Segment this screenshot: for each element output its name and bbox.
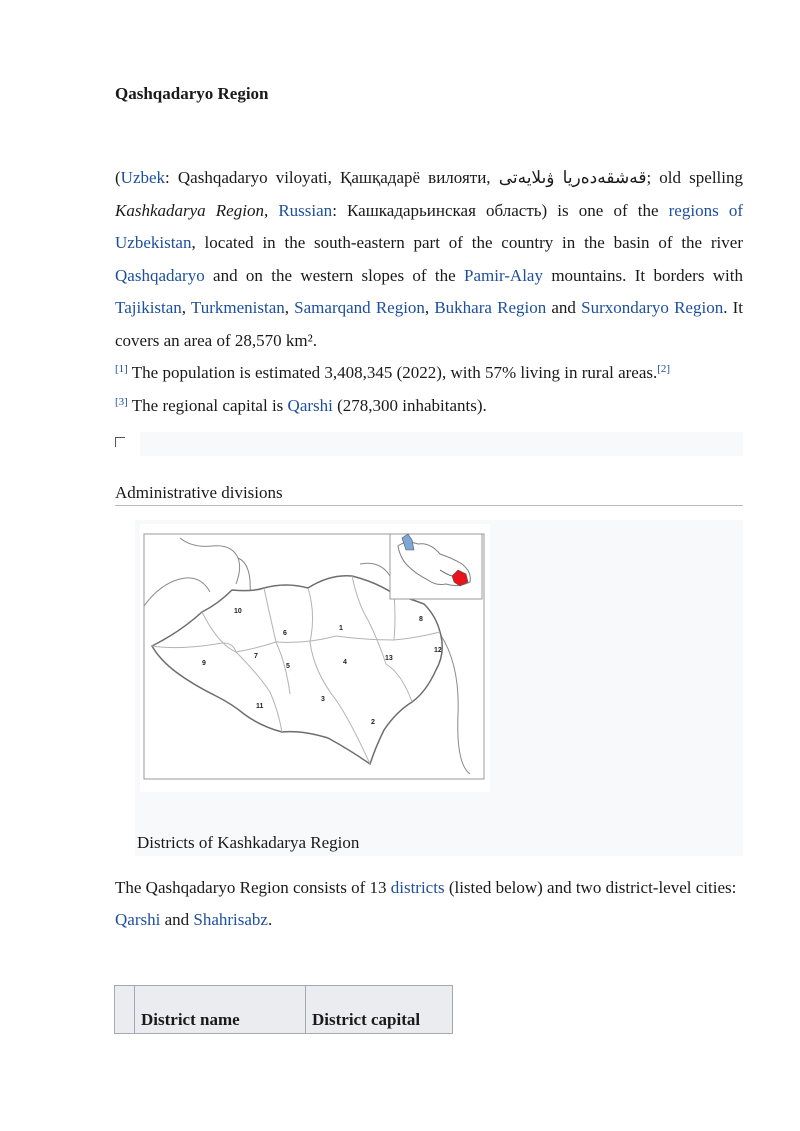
table-header-district-capital[interactable]: District capital — [306, 986, 453, 1034]
turkmenistan-link[interactable]: Turkmenistan — [190, 298, 285, 317]
district-map — [140, 524, 490, 792]
district-number-3: 3 — [321, 696, 325, 703]
reference-2[interactable]: [2] — [657, 363, 671, 375]
districts-table — [114, 985, 453, 1034]
district-number-9: 9 — [202, 660, 206, 667]
district-number-13: 13 — [385, 655, 393, 662]
qarshi-link[interactable]: Qarshi — [287, 395, 333, 415]
district-number-12: 12 — [434, 647, 442, 654]
qarshi-city-link[interactable]: Qarshi — [115, 910, 161, 929]
shahrisabz-link[interactable]: Shahrisabz — [193, 910, 268, 929]
surxondaryo-region-link[interactable]: Surxondaryo Region — [581, 298, 724, 317]
bukhara-region-link[interactable]: Bukhara Region — [434, 298, 547, 317]
table-header-row — [115, 986, 453, 1034]
uzbek-link[interactable]: Uzbek — [120, 168, 166, 187]
collapsed-content-bar — [140, 432, 743, 456]
district-number-7: 7 — [254, 653, 258, 660]
district-number-6: 6 — [283, 630, 287, 637]
district-number-10: 10 — [234, 608, 242, 615]
tajikistan-link[interactable]: Tajikistan — [115, 298, 182, 317]
page-title: Qashqadaryo Region — [115, 84, 269, 103]
arabic-script-name: قەشقەدەریا ۋىلايەتى — [498, 168, 647, 187]
district-number-2: 2 — [371, 719, 375, 726]
qashqadaryo-river-link[interactable]: Qashqadaryo — [115, 265, 205, 285]
districts-link[interactable]: districts — [390, 878, 445, 897]
pamir-alay-link[interactable]: Pamir-Alay — [464, 265, 543, 285]
district-number-11: 11 — [256, 703, 264, 710]
figure-caption: Districts of Kashkadarya Region — [137, 833, 360, 852]
district-number-4: 4 — [343, 659, 347, 666]
russian-link[interactable]: Russian — [278, 200, 333, 220]
regions-of-uzbekistan-link[interactable]: regions of Uzbekistan — [115, 200, 743, 252]
section-heading: Administrative divisions — [115, 483, 743, 506]
reference-1[interactable]: [1] — [115, 363, 128, 375]
intro-paragraph: (Uzbek: Qashqadaryo viloyati, Қашқадарё вилояти, قەشقەدەریا ۋىلايەتى; old spelling Kashkadarya Region, Russian: Кашкадарьинская область) is one of the regions of Uzbekistan, located in the south-eastern part of the country in the basin of the river Qashqadaryo and on the western slopes of the Pamir-Alay mountains. It borders with Tajikistan, Turkmenistan, Samarqand Region, Bukhara Region and Surxondaryo Region. It covers an area of 28,570 km². [1] The population is estimated 3,408,345 (2022), with 57% living in rural areas.[2] [3] The regional capital is Qarshi (278,300 inhabitants). — [115, 168, 744, 415]
table-header-district-name[interactable]: District name — [135, 986, 306, 1034]
old-spelling: Kashkadarya Region — [115, 200, 264, 220]
table-header-index[interactable] — [115, 986, 135, 1034]
reference-3[interactable]: [3] — [115, 395, 128, 408]
district-map-image — [140, 524, 490, 792]
district-number-5: 5 — [286, 663, 290, 670]
districts-paragraph: The Qashqadaryo Region consists of 13 districts (listed below) and two district-level cities: Qarshi and Shahrisabz. — [115, 878, 737, 929]
district-number-8: 8 — [419, 616, 423, 623]
checkbox-icon[interactable] — [115, 437, 125, 447]
district-number-1: 1 — [339, 625, 343, 632]
samarqand-region-link[interactable]: Samarqand Region — [294, 298, 425, 317]
